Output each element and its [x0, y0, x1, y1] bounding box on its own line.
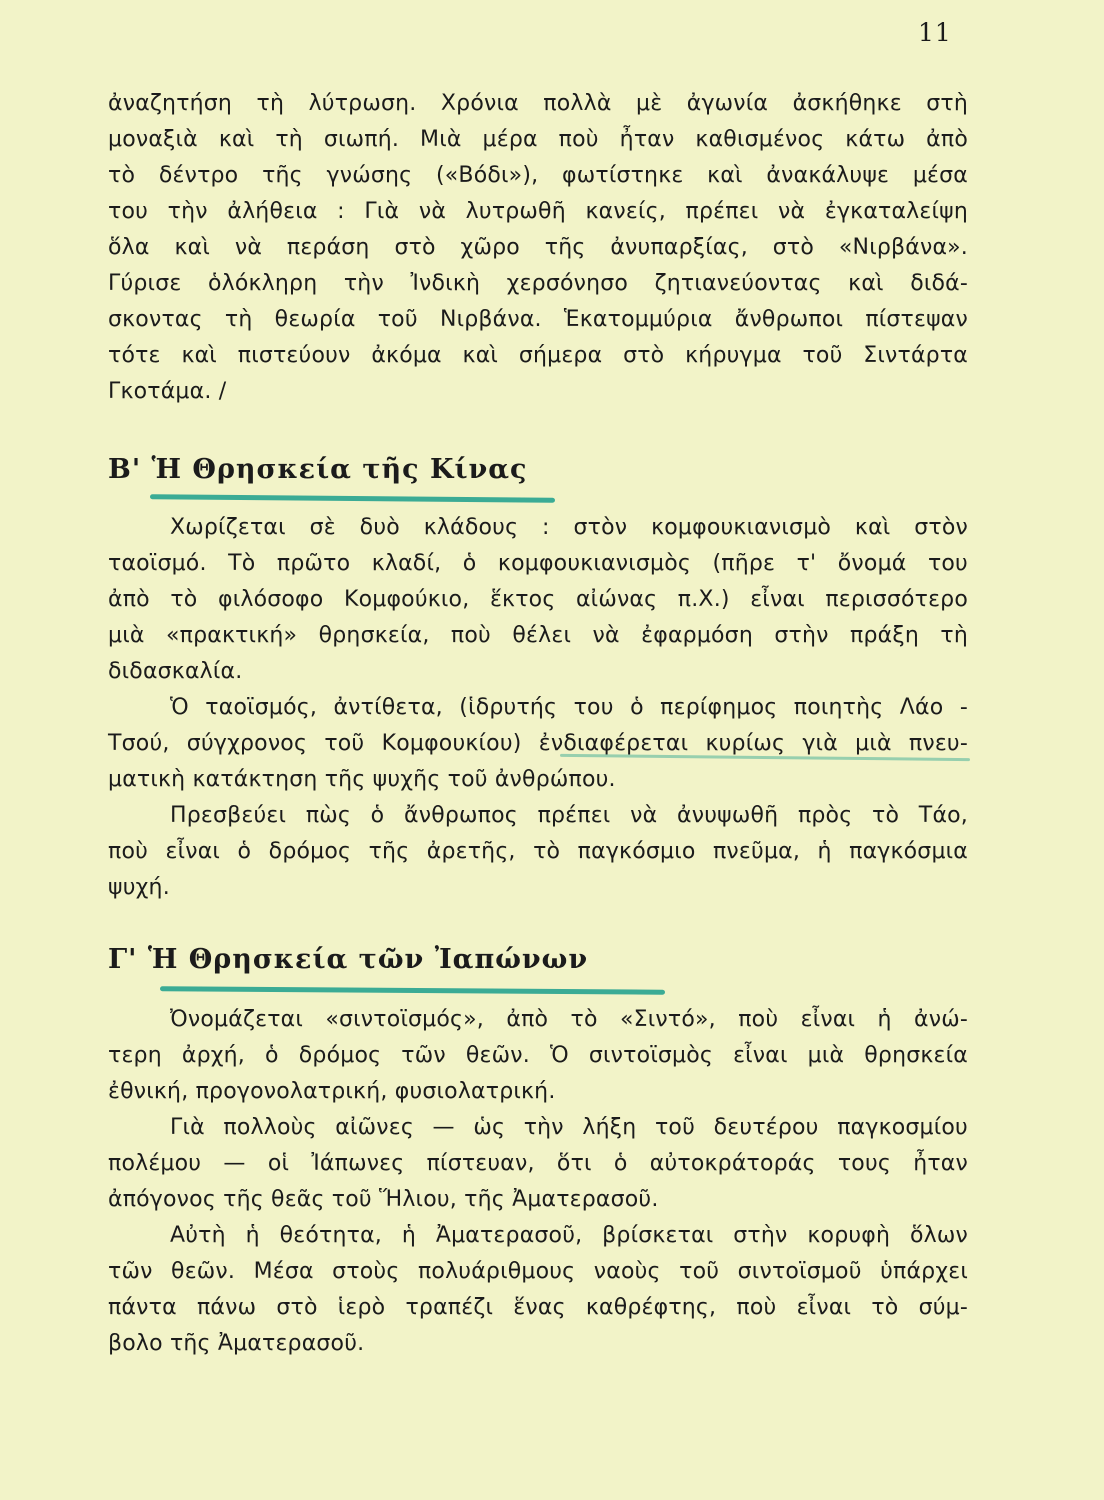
text-line: τῶν θεῶν. Μέσα στοὺς πολυάριθμους ναοὺς τοῦ σιντοϊσμοῦ ὑπάρχει — [108, 1259, 968, 1284]
text-line: σκοντας τὴ θεωρία τοῦ Νιρβάνα. Ἑκατομμύρια ἄνθρωποι πίστεψαν — [108, 307, 968, 332]
section-b-heading: Β' Ἡ Θρησκεία τῆς Κίνας — [108, 454, 528, 485]
text-line: βολο τῆς Ἀματερασοῦ. — [108, 1331, 365, 1356]
text-line: Ὀνομάζεται «σιντοϊσμός», ἀπὸ τὸ «Σιντό», ποὺ εἶναι ἡ ἀνώ- — [170, 1007, 968, 1032]
text-line: Γύρισε ὁλόκληρη τὴν Ἰνδικὴ χερσόνησο ζητιανεύοντας καὶ διδά- — [108, 271, 968, 296]
text-line: διδασκαλία. — [108, 659, 243, 684]
text-line: ὅλα καὶ νὰ περάση στὸ χῶρο τῆς ἀνυπαρξίας, στὸ «Νιρβάνα». — [108, 235, 968, 260]
text-line: ματικὴ κατάκτηση τῆς ψυχῆς τοῦ ἀνθρώπου. — [108, 767, 616, 792]
text-line: ψυχή. — [108, 875, 170, 900]
text-line: Πρεσβεύει πὼς ὁ ἄνθρωπος πρέπει νὰ ἀνυψωθῆ πρὸς τὸ Τάο, — [170, 803, 968, 828]
text-line: πάντα πάνω στὸ ἱερὸ τραπέζι ἕνας καθρέφτης, ποὺ εἶναι τὸ σύμ- — [108, 1295, 968, 1320]
text-line: πολέμου — οἱ Ἰάπωνες πίστευαν, ὅτι ὁ αὐτοκράτοράς τους ἦταν — [108, 1151, 968, 1176]
section-c-body — [108, 1002, 968, 1362]
text-line: τερη ἀρχή, ὁ δρόμος τῶν θεῶν. Ὁ σιντοϊσμὸς εἶναι μιὰ θρησκεία — [108, 1043, 968, 1068]
text-line: ποὺ εἶναι ὁ δρόμος τῆς ἀρετῆς, τὸ παγκόσμιο πνεῦμα, ἡ παγκόσμια — [108, 839, 968, 864]
text-line: του τὴν ἀλήθεια : Γιὰ νὰ λυτρωθῆ κανείς, πρέπει νὰ ἐγκαταλείψη — [108, 199, 968, 224]
text-line: ταοϊσμό. Τὸ πρῶτο κλαδί, ὁ κομφουκιανισμὸς (πῆρε τ' ὄνομά του — [108, 551, 968, 576]
section-b-highlight-stroke — [150, 494, 555, 503]
text-line: Τσού, σύγχρονος τοῦ Κομφουκίου) ἐνδιαφέρεται κυρίως γιὰ μιὰ πνευ- — [108, 731, 968, 756]
text-line: ἀναζητήση τὴ λύτρωση. Χρόνια πολλὰ μὲ ἀγωνία ἀσκήθηκε στὴ — [108, 91, 968, 116]
text-line: τότε καὶ πιστεύουν ἀκόμα καὶ σήμερα στὸ κήρυγμα τοῦ Σιντάρτα — [108, 343, 968, 368]
text-line: Ὁ ταοϊσμός, ἀντίθετα, (ἱδρυτής του ὁ περίφημος ποιητὴς Λάο - — [170, 695, 968, 720]
text-line: μιὰ «πρακτική» θρησκεία, ποὺ θέλει νὰ ἐφαρμόση στὴν πράξη τὴ — [108, 623, 968, 648]
section-b-body — [108, 510, 968, 906]
page-number: 11 — [918, 18, 952, 47]
text-line: μοναξιὰ καὶ τὴ σιωπή. Μιὰ μέρα ποὺ ἦταν καθισμένος κάτω ἀπὸ — [108, 127, 968, 152]
text-line: ἐθνική, προγονολατρική, φυσιολατρική. — [108, 1079, 556, 1104]
text-line: Γκοτάμα. / — [108, 379, 227, 404]
intro-paragraph — [108, 86, 968, 410]
text-line: ἀπόγονος τῆς θεᾶς τοῦ Ἥλιου, τῆς Ἀματερασοῦ. — [108, 1187, 659, 1212]
section-c-highlight-stroke — [160, 986, 665, 995]
text-line: τὸ δέντρο τῆς γνώσης («Βόδι»), φωτίστηκε καὶ ἀνακάλυψε μέσα — [108, 163, 968, 188]
text-line: Γιὰ πολλοὺς αἰῶνες — ὡς τὴν λήξη τοῦ δευτέρου παγκοσμίου — [170, 1115, 968, 1140]
text-line: ἀπὸ τὸ φιλόσοφο Κομφούκιο, ἕκτος αἰώνας π.Χ.) εἶναι περισσότερο — [108, 587, 968, 612]
section-c-heading: Γ' Ἡ Θρησκεία τῶν Ἰαπώνων — [108, 944, 589, 975]
text-line: Χωρίζεται σὲ δυὸ κλάδους : στὸν κομφουκιανισμὸ καὶ στὸν — [170, 515, 968, 540]
text-line: Αὐτὴ ἡ θεότητα, ἡ Ἀματερασοῦ, βρίσκεται στὴν κορυφὴ ὅλων — [170, 1223, 968, 1248]
